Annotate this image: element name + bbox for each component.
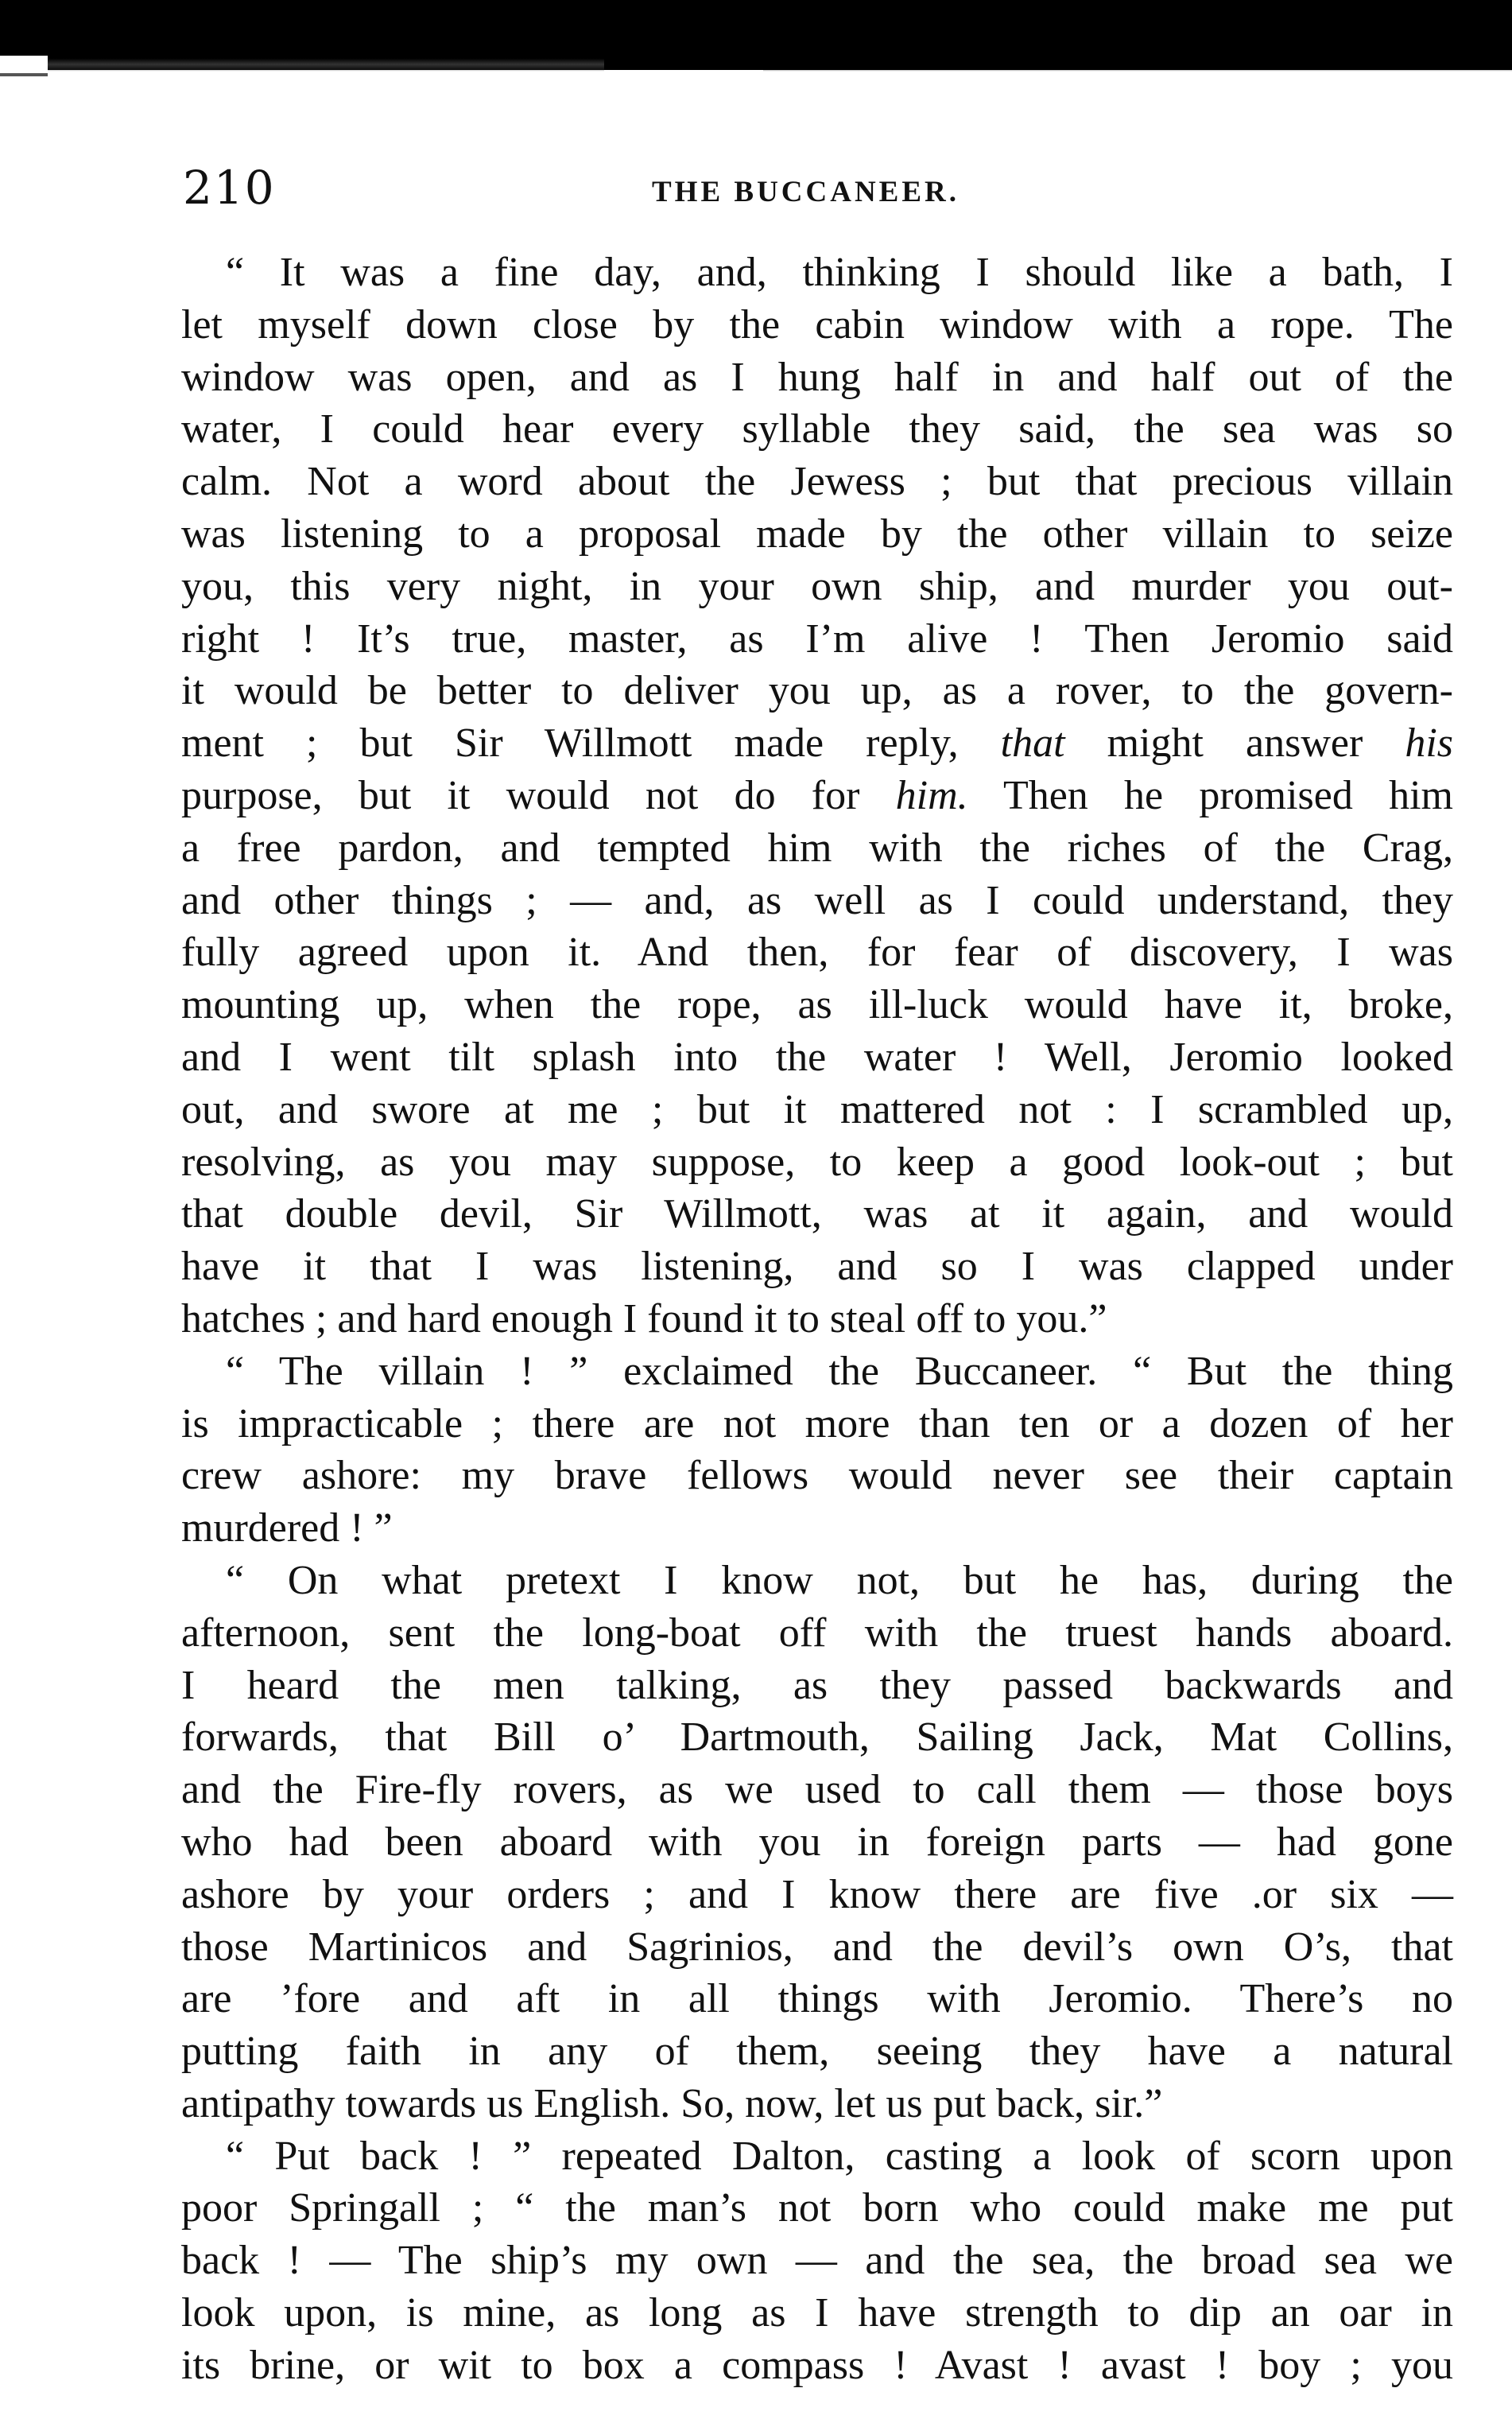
body-text: [181, 247, 1453, 2392]
text-line: a free pardon, and tempted him with the riches of the Crag,: [181, 825, 1453, 871]
text-line: right ! It’s true, master, as I’m alive ! Then Jeromio said: [181, 615, 1453, 662]
scan-top-border-edge-right: [763, 56, 1512, 72]
text-line: “ It was a fine day, and, thinking I should like a bath, I: [226, 250, 1453, 295]
text-line: putting faith in any of them, seeing they have a natural: [181, 2029, 1453, 2075]
running-title: THE BUCCANEER.: [652, 176, 960, 208]
page-number: 210: [183, 161, 276, 215]
text-line: afternoon, sent the long-boat off with the truest hands aboard.: [181, 1610, 1453, 1656]
text-line: [181, 717, 1453, 770]
text-line: was listening to a proposal made by the other villain to seize: [181, 511, 1453, 557]
text-line: and the Fire-fly rovers, as we used to call them — those boys: [181, 1767, 1453, 1813]
text-line: mounting up, when the rope, as ill-luck would have it, broke,: [181, 982, 1453, 1028]
text-line: out, and swore at me ; but it mattered not : I scrambled up,: [181, 1086, 1453, 1132]
italic-run: him.: [895, 772, 968, 818]
text-line: hatches ; and hard enough I found it to steal off to you.”: [181, 1295, 1107, 1342]
text-line: “ The villain ! ” exclaimed the Buccaneer. “ But the thing: [226, 1348, 1453, 1394]
text-line: ashore by your orders ; and I know there are five .or six —: [181, 1871, 1453, 1917]
text-line: back ! — The ship’s my own — and the sea, the broad sea we: [181, 2238, 1453, 2284]
text-line: is impracticable ; there are not more than ten or a dozen of her: [181, 1400, 1453, 1446]
text-line: calm. Not a word about the Jewess ; but that precious villain: [181, 459, 1453, 505]
text-line: crew ashore: my brave fellows would never see their captain: [181, 1453, 1453, 1499]
text-line: have it that I was listening, and so I was clapped under: [181, 1244, 1453, 1290]
text-line: fully agreed upon it. And then, for fear of discovery, I was: [181, 930, 1453, 976]
text-line: that double devil, Sir Willmott, was at it again, and would: [181, 1191, 1453, 1237]
text-line: its brine, or wit to box a compass ! Avast ! avast ! boy ; you: [181, 2342, 1453, 2388]
text-line: who had been aboard with you in foreign parts — had gone: [181, 1819, 1453, 1865]
scan-top-border-edge: [0, 48, 604, 72]
text-line: and other things ; — and, as well as I could understand, they: [181, 877, 1453, 923]
italic-run: that: [1000, 720, 1065, 767]
text-line: antipathy towards us English. So, now, let us put back, sir.”: [181, 2080, 1163, 2126]
text-line: let myself down close by the cabin window with a rope. The: [181, 301, 1453, 348]
text-line: those Martinicos and Sagrinios, and the devil’s own O’s, that: [181, 1924, 1453, 1970]
text-run: purpose, but it would not do for: [181, 772, 896, 818]
text-line: window was open, and as I hung half in and half out of the: [181, 354, 1453, 400]
text-line: I heard the men talking, as they passed backwards and: [181, 1662, 1453, 1708]
text-line: poor Springall ; “ the man’s not born who could make me put: [181, 2185, 1453, 2231]
text-line: resolving, as you may suppose, to keep a good look-out ; but: [181, 1139, 1453, 1185]
italic-run: his: [1405, 720, 1453, 767]
text-line: it would be better to deliver you up, as a rover, to the govern-: [181, 668, 1453, 714]
text-line: and I went tilt splash into the water ! Well, Jeromio looked: [181, 1034, 1453, 1080]
text-line: [181, 770, 1453, 822]
running-head: [183, 156, 1471, 219]
text-run: ment ; but Sir Willmott made reply,: [181, 720, 1001, 767]
text-line: look upon, is mine, as long as I have strength to dip an oar in: [181, 2290, 1453, 2336]
text-run: might answer: [1064, 720, 1405, 767]
text-line: “ On what pretext I know not, but he has, during the: [226, 1557, 1453, 1603]
text-line: water, I could hear every syllable they said, the sea was so: [181, 406, 1453, 452]
text-line: you, this very night, in your own ship, and murder you out-: [181, 563, 1453, 609]
text-line: are ’fore and aft in all things with Jeromio. There’s no: [181, 1976, 1453, 2022]
text-line: murdered ! ”: [181, 1505, 393, 1551]
text-line: forwards, that Bill o’ Dartmouth, Sailing Jack, Mat Collins,: [181, 1714, 1453, 1761]
text-run: Then he promised him: [967, 772, 1453, 818]
text-line: “ Put back ! ” repeated Dalton, casting a look of scorn upon: [226, 2133, 1453, 2179]
scan-left-mark: [0, 56, 48, 80]
